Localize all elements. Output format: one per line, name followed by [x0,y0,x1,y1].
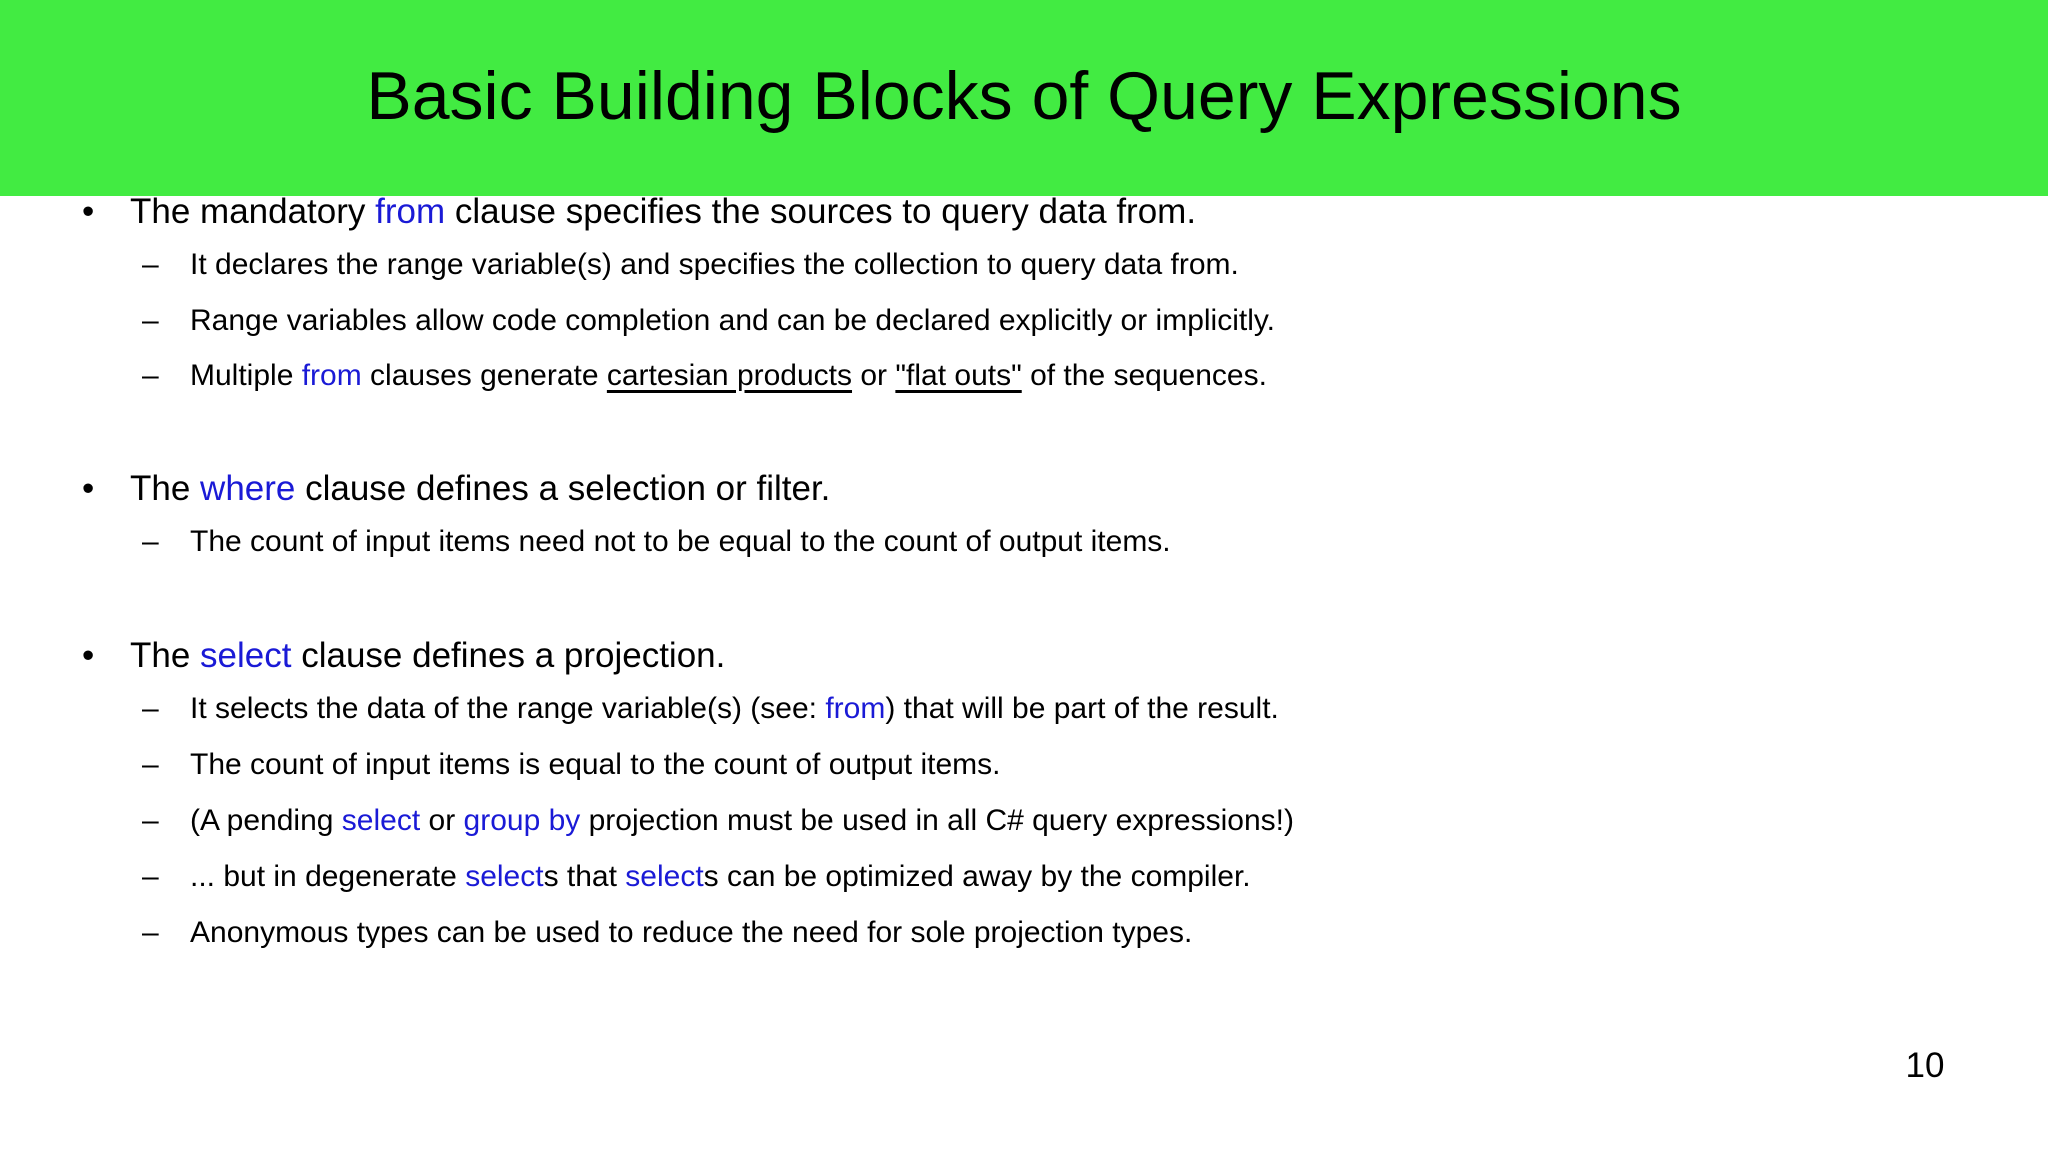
bullet-text: The [130,469,201,508]
sub-bullet-text: of the sequences. [1021,359,1267,392]
bullet-text: clause specifies the sources to query data from. [445,192,1197,231]
dash-glyph: – [142,692,159,725]
bullet-glyph: • [82,192,95,231]
dash-glyph: – [142,860,159,893]
bullet-text: clause defines a projection. [291,636,726,675]
sub-bullet [142,804,1294,838]
sub-bullet-text: Multiple [190,359,302,392]
sub-bullet-text: (A pending [190,804,342,837]
keyword-from: from [301,359,362,392]
link-flat-outs[interactable]: "flat outs" [895,359,1022,392]
bullet-text: The mandatory [130,192,376,231]
bullet-glyph: • [82,469,95,508]
sub-bullet [142,248,1239,282]
sub-bullet-text: Range variables allow code completion and can be declared explicitly or implicitly. [190,304,1275,337]
keyword-select: select [200,636,292,675]
sub-bullet-text: or [852,359,896,392]
sub-bullet-text: projection must be used in all C# query expressions!) [580,804,1294,837]
bullet-glyph: • [82,636,95,675]
sub-bullet [142,748,1001,782]
keyword-where: where [200,469,296,508]
dash-glyph: – [142,525,159,558]
sub-bullet-text: s can be optimized away by the compiler. [703,860,1251,893]
sub-bullet-text: It selects the data of the range variable(s) (see: [190,692,826,725]
slide-title: Basic Building Blocks of Query Expressions [366,58,1682,134]
sub-bullet [142,692,1279,726]
keyword-from: from [825,692,886,725]
sub-bullet-text: Anonymous types can be used to reduce the need for sole projection types. [190,916,1193,949]
dash-glyph: – [142,748,159,781]
keyword-select: select [341,804,421,837]
keyword-from: from [375,192,446,231]
bullet-text: The [130,636,201,675]
keyword-group-by: group by [463,804,581,837]
dash-glyph: – [142,916,159,949]
bullet-from [82,192,1197,232]
dash-glyph: – [142,804,159,837]
sub-bullet [142,916,1193,950]
sub-bullet-text: clauses generate [361,359,607,392]
sub-bullet [142,525,1171,559]
bullet-select [82,636,726,676]
sub-bullet-text: ) that will be part of the result. [885,692,1279,725]
sub-bullet-text: ... but in degenerate [190,860,466,893]
dash-glyph: – [142,359,159,392]
sub-bullet [142,860,1251,894]
sub-bullet-text: or [420,804,464,837]
sub-bullet-text: s that [543,860,626,893]
bullet-where [82,469,831,509]
keyword-select: select [625,860,704,893]
dash-glyph: – [142,248,159,281]
link-cartesian-products[interactable]: cartesian products [606,359,853,392]
sub-bullet-text: It declares the range variable(s) and specifies the collection to query data from. [190,248,1239,281]
bullet-text: clause defines a selection or filter. [295,469,831,508]
sub-bullet [142,304,1275,338]
sub-bullet-text: The count of input items is equal to the count of output items. [190,748,1001,781]
sub-bullet [142,359,1267,393]
keyword-select: select [465,860,544,893]
dash-glyph: – [142,304,159,337]
page-number: 10 [1905,1046,1945,1085]
sub-bullet-text: The count of input items need not to be equal to the count of output items. [190,525,1171,558]
